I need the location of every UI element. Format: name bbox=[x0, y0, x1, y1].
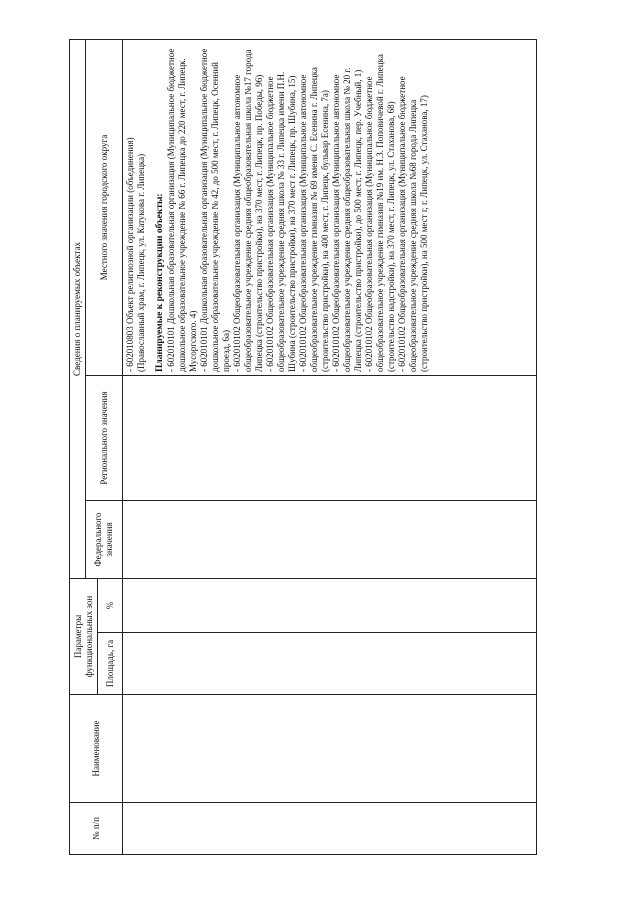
local-item: - 602010101 Дошкольная образовательная организация (Муниципальное бюджетное дошкольное образовательное учреждение № 42, до 500 мест, г. Липецк, Осенний проезд, 6а) bbox=[199, 48, 232, 372]
cell-name bbox=[123, 695, 537, 803]
local-item: - 602010102 Общеобразовательная организация (Муниципальное автономное общеобразовательное учреждение гимназия № 69 имени С. Есенина г. Липецка (строительство пристройки), на 400 мест, г. Липецк, бульвар Есенина, 7а) bbox=[298, 67, 331, 372]
local-item: - 602010102 Общеобразовательная организация (Муниципальное бюджетное общеобразовательное учреждение средняя школа №68 города Липецка (строительство пристройки), на 500 мест г, г. Липецк, ул. Стаханова, 17) bbox=[397, 76, 430, 372]
local-item: - 602010102 Общеобразовательная организация (Муниципальное бюджетное общеобразовательное учреждение гимназия №19 им. Н.З. Поповичевой г. Липецка (строительство надстройки), на 370 мест, г. Липецк, ул. Стаханова, 68) bbox=[364, 54, 397, 372]
header-percent: % bbox=[98, 579, 123, 633]
cell-percent bbox=[123, 579, 537, 633]
header-name: Наименование bbox=[70, 695, 123, 803]
local-item: - 602010101 Дошкольная образовательная организация (Муниципальное бюджетное дошкольное образовательное учреждение № 66 г. Липецка до 220 мест, г. Липецк. Мусоргского. 4) bbox=[166, 48, 199, 372]
header-number: № п/п bbox=[70, 803, 123, 855]
spacer bbox=[147, 43, 155, 372]
rotated-table-wrapper bbox=[69, 40, 537, 855]
local-item: - 602010102 Общеобразовательная организация (Муниципальное автономное общеобразовательное учреждение средняя общеобразовательная школа № 20 г. Липецка (строительство пристройки), до 500 мест, г. Липецк, пер. Учебный, 1) bbox=[331, 67, 364, 372]
cell-federal bbox=[123, 501, 537, 579]
local-item: - 602010102 Общеобразовательная организация (Муниципальное автономное общеобразовательное учреждение средняя общеобразовательная школа №17 города Липецка (строительство пристройки), на 370 мест, г. Липецк, пр. Победы, 96) bbox=[232, 49, 265, 372]
local-item: - 602010102 Общеобразовательная организация (Муниципальное бюджетное общеобразовательное учреждение средняя школа № 33 г. Липецка имени П.Н. Шубина (строительство пристройки), на 370 мест г. Липецк, пр. Шубина, 15) bbox=[265, 71, 298, 372]
header-info-group: Сведения о планируемых объектах bbox=[70, 39, 86, 578]
local-line: (Православный храм, г. Липецк, ул. Катукова г. Липецка) bbox=[136, 153, 147, 372]
local-line: - 602010803 Объект религиозной организации (объединения) bbox=[125, 137, 136, 372]
cell-number bbox=[123, 803, 537, 855]
planned-objects-table bbox=[69, 39, 537, 855]
header-federal: Федерального значения bbox=[86, 501, 123, 579]
header-params-group: Параметры функциональных зон bbox=[70, 579, 98, 695]
reconstruction-title: Планируемые к реконструкции объекты: bbox=[155, 193, 166, 372]
header-regional: Регионального значения bbox=[86, 376, 123, 501]
cell-local bbox=[123, 39, 537, 375]
cell-regional bbox=[123, 376, 537, 501]
header-area: Площадь, га bbox=[98, 633, 123, 695]
cell-area bbox=[123, 633, 537, 695]
table-row bbox=[123, 39, 537, 854]
header-local: Местного значения городского округа bbox=[86, 39, 123, 375]
